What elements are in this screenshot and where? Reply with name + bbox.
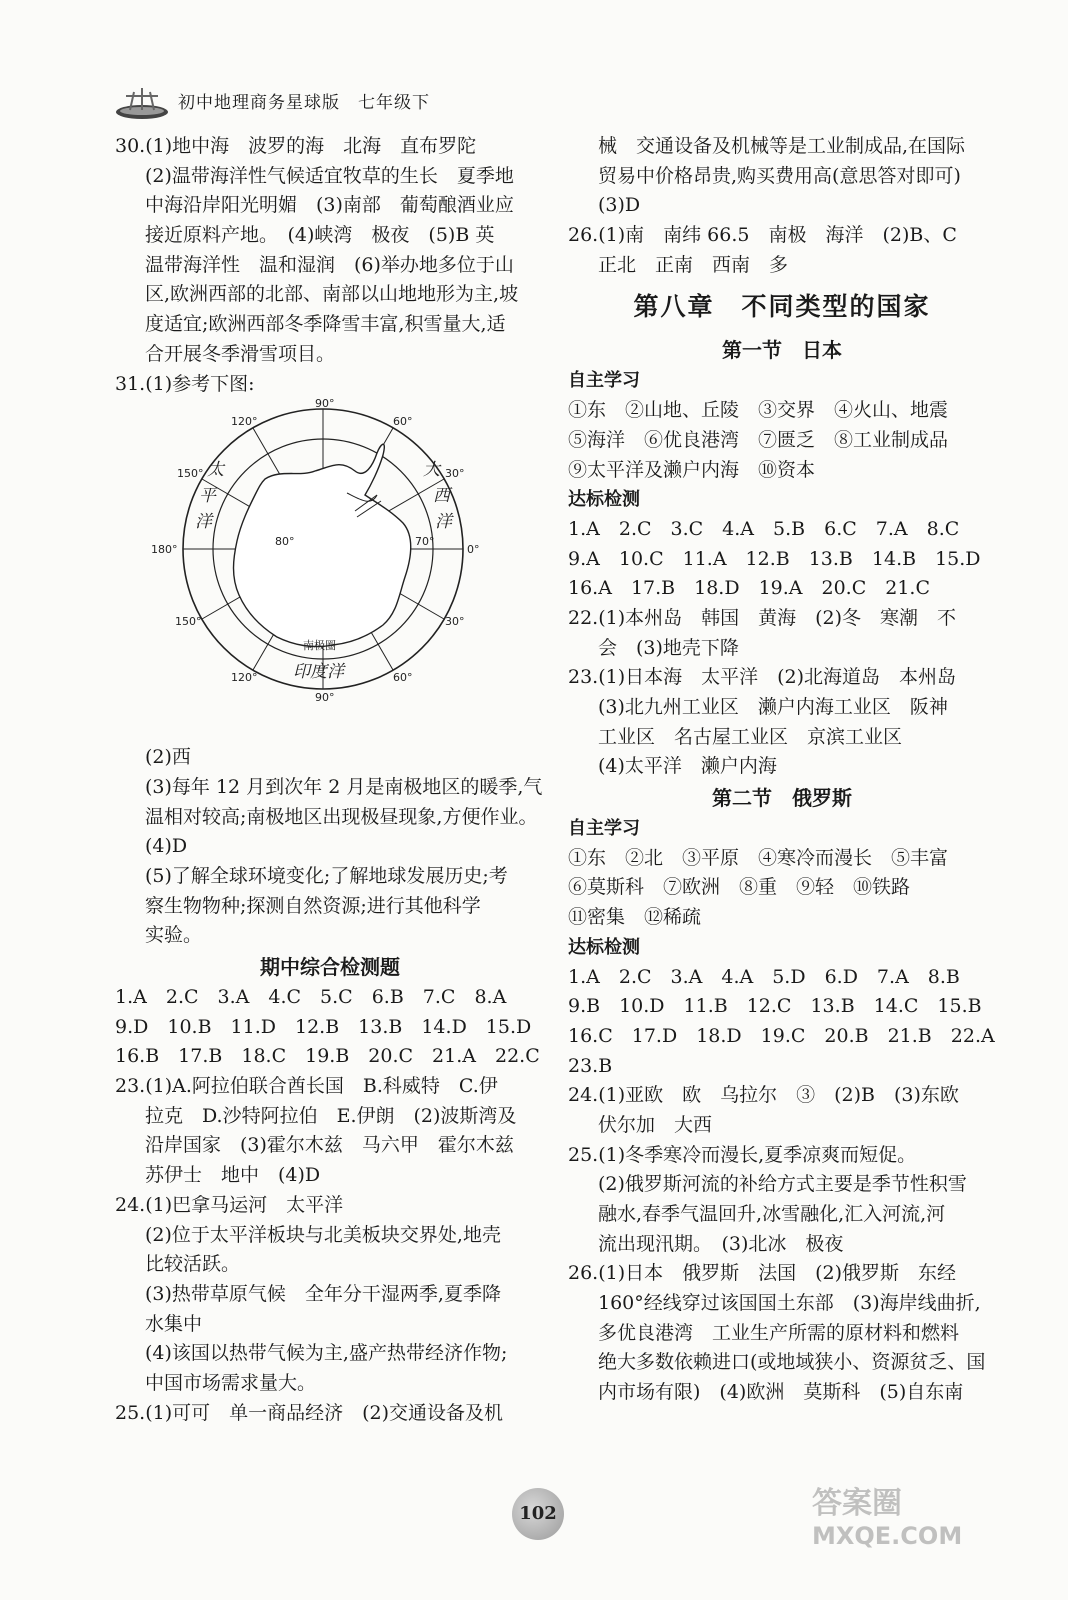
lat-label: 80° xyxy=(275,535,295,549)
answer-line: ⑥莫斯科 ⑦欧洲 ⑧重 ⑨轻 ⑩铁路 xyxy=(568,876,911,899)
lon-label: 60° xyxy=(393,415,413,429)
answer-line: (2)温带海洋性气候适宜牧草的生长 夏季地 xyxy=(145,164,514,187)
subheading-check: 达标检测 xyxy=(568,936,640,958)
answer-line: 1.A 2.C 3.A 4.C 5.C 6.B 7.C 8.A xyxy=(115,986,507,1008)
answer-line: 融水,春季气温回升,冰雪融化,汇入河流,河 xyxy=(598,1203,946,1225)
answer-line: 正北 正南 西南 多 xyxy=(598,253,789,276)
answer-line: 内市场有限) (4)欧洲 莫斯科 (5)自东南 xyxy=(598,1381,964,1404)
watermark-text: 答案圈 xyxy=(812,1486,902,1521)
subheading-self-study: 自主学习 xyxy=(568,370,640,392)
lon-label: 30° xyxy=(445,615,465,629)
lat-label: 70° xyxy=(415,535,435,549)
answer-line: 22.(1)本州岛 韩国 黄海 (2)冬 寒潮 不 xyxy=(568,606,957,629)
answer-line: 9.B 10.D 11.B 12.C 13.B 14.C 15.B xyxy=(568,995,982,1018)
answer-line: 24.(1)亚欧 欧 乌拉尔 ③ (2)B (3)东欧 xyxy=(568,1084,959,1107)
lon-label: 0° xyxy=(467,543,480,557)
lon-label: 150° xyxy=(175,615,202,629)
answer-line: 工业区 名古屋工业区 京滨工业区 xyxy=(598,725,903,748)
ocean-label-atlantic: 大 xyxy=(423,460,440,481)
section-title-japan: 第一节 日本 xyxy=(722,338,842,363)
answer-line: 23.(1)日本海 太平洋 (2)北海道岛 本州岛 xyxy=(568,666,957,689)
page-header xyxy=(112,82,532,122)
japan-self-study xyxy=(568,396,996,485)
answer-line: 会 (3)地壳下降 xyxy=(598,636,739,659)
answer-line: 流出现汛期。 (3)北冰 极夜 xyxy=(598,1232,844,1255)
ocean-label-atlantic: 洋 xyxy=(435,512,452,533)
answer-line: 24.(1)巴拿马运河 太平洋 xyxy=(115,1193,344,1216)
answer-line: ①东 ②北 ③平原 ④寒冷而漫长 ⑤丰富 xyxy=(568,846,949,869)
answer-line: (3)北九州工业区 濑户内海工业区 阪神 xyxy=(598,696,948,718)
lon-label: 120° xyxy=(231,415,258,429)
answer-line: 25.(1)冬季寒冷而漫长,夏季凉爽而短促。 xyxy=(568,1143,917,1166)
antarctica-polar-map xyxy=(115,399,545,743)
answer-line: 1.A 2.C 3.A 4.A 5.D 6.D 7.A 8.B xyxy=(568,965,960,988)
book-title: 初中地理商务星球版 七年级下 xyxy=(178,93,430,113)
answer-line: (3)热带草原气候 全年分干湿两季,夏季降 xyxy=(145,1282,501,1305)
lon-label: 150° xyxy=(177,467,204,481)
page-number-badge: 102 xyxy=(512,1488,564,1540)
answer-line: 械 交通设备及机械等是工业制成品,在国际 xyxy=(598,135,966,157)
ocean-label-atlantic: 西 xyxy=(433,486,450,507)
answer-line: 伏尔加 大西 xyxy=(598,1113,713,1136)
answer-line: 26.(1)南 南纬 66.5 南极 海洋 (2)B、C xyxy=(568,224,957,247)
answer-line: 接近原料产地。 (4)峡湾 极夜 (5)B 英 xyxy=(145,224,495,247)
answer-line: (2)西 xyxy=(145,746,191,769)
answer-line: 合开展冬季滑雪项目。 xyxy=(145,342,336,365)
russia-check xyxy=(568,963,996,1408)
ocean-label-indian: 印度洋 xyxy=(293,662,344,683)
answer-line: (3)每年 12 月到次年 2 月是南极地区的暖季,气 xyxy=(145,775,543,798)
answer-line: 25.(1)可可 单一商品经济 (2)交通设备及机 xyxy=(115,1401,504,1424)
answer-line: 温带海洋性 温和湿润 (6)举办地多位于山 xyxy=(145,253,514,276)
answer-line: ⑨太平洋及濑户内海 ⑩资本 xyxy=(568,458,816,481)
answer-line: (2)俄罗斯河流的补给方式主要是季节性积雪 xyxy=(598,1173,967,1196)
answer-line: 31.(1)参考下图: xyxy=(115,372,255,395)
answer-line: (4)D xyxy=(145,835,188,858)
watermark-url: MXQE.COM xyxy=(812,1522,963,1550)
answer-line: 160°经线穿过该国国土东部 (3)海岸线曲折, xyxy=(598,1292,981,1315)
answer-line: 9.A 10.C 11.A 12.B 13.B 14.B 15.D xyxy=(568,547,981,570)
lon-label: 90° xyxy=(315,691,335,705)
antarctica-outline xyxy=(234,444,411,646)
right-column xyxy=(568,132,996,1408)
answer-line: 比较活跃。 xyxy=(145,1253,241,1276)
answer-line: 30.(1)地中海 波罗的海 北海 直布罗陀 xyxy=(115,135,477,157)
ocean-label-pacific: 太 xyxy=(207,460,224,481)
russia-self-study xyxy=(568,844,996,933)
antarctic-circle-label: 南极圈 xyxy=(303,639,336,653)
lon-label: 180° xyxy=(151,543,178,557)
answer-line: 中国市场需求量大。 xyxy=(145,1371,317,1394)
answer-line: 察生物物种;探测自然资源;进行其他科学 xyxy=(145,894,481,917)
answer-line: 23.(1)A.阿拉伯联合酋长国 B.科威特 C.伊 xyxy=(115,1075,498,1098)
subheading-check: 达标检测 xyxy=(568,489,640,511)
answer-line: 实验。 xyxy=(145,924,203,947)
answer-line: 度适宜;欧洲西部冬季降雪丰富,积雪量大,适 xyxy=(145,313,506,336)
answer-line: 沿岸国家 (3)霍尔木兹 马六甲 霍尔木兹 xyxy=(145,1134,514,1157)
left-column xyxy=(115,132,545,1428)
midterm-title: 期中综合检测题 xyxy=(260,955,400,979)
ocean-label-pacific: 洋 xyxy=(195,512,212,533)
answer-line: (2)位于太平洋板块与北美板块交界处,地壳 xyxy=(145,1223,501,1246)
answers-31-bottom xyxy=(115,743,545,951)
answer-line: 水集中 xyxy=(145,1312,203,1335)
answer-line: 多优良港湾 工业生产所需的原材料和燃料 xyxy=(598,1321,960,1344)
answer-line: ⑪密集 ⑫稀疏 xyxy=(568,906,702,929)
answer-line: 16.B 17.B 18.C 19.B 20.C 21.A 22.C xyxy=(115,1045,540,1068)
answer-line: 16.A 17.B 18.D 19.A 20.C 21.C xyxy=(568,577,931,600)
answer-line: ⑤海洋 ⑥优良港湾 ⑦匮乏 ⑧工业制成品 xyxy=(568,428,949,451)
lon-label: 120° xyxy=(231,671,258,685)
answer-line: 1.A 2.C 3.C 4.A 5.B 6.C 7.A 8.C xyxy=(568,517,960,540)
answer-line: 温相对较高;南极地区出现极昼现象,方便作业。 xyxy=(145,805,538,828)
globe-logo-icon xyxy=(112,82,174,122)
answer-line: (4)太平洋 濑户内海 xyxy=(598,755,777,778)
answer-line: 拉克 D.沙特阿拉伯 E.伊朗 (2)波斯湾及 xyxy=(145,1104,517,1127)
chapter-title: 第八章 不同类型的国家 xyxy=(633,292,931,322)
answer-line: (4)该国以热带气候为主,盛产热带经济作物; xyxy=(145,1342,508,1365)
answer-line: 16.C 17.D 18.D 19.C 20.B 21.B 22.A xyxy=(568,1024,995,1047)
watermark-logo xyxy=(812,1478,1012,1588)
answer-line: 区,欧洲西部的北部、南部以山地地形为主,坡 xyxy=(145,283,519,306)
answer-line: 苏伊士 地中 (4)D xyxy=(145,1164,321,1187)
answer-line: ①东 ②山地、丘陵 ③交界 ④火山、地震 xyxy=(568,399,949,422)
lon-label: 30° xyxy=(445,467,465,481)
answers-25-26 xyxy=(568,132,996,280)
answers-30-31-top xyxy=(115,132,545,399)
lon-label: 60° xyxy=(393,671,413,685)
midterm-answers xyxy=(115,983,545,1428)
answer-line: 贸易中价格昂贵,购买费用高(意思答对即可) xyxy=(598,164,961,187)
answer-line: 9.D 10.B 11.D 12.B 13.B 14.D 15.D xyxy=(115,1015,532,1038)
subheading-self-study: 自主学习 xyxy=(568,818,640,840)
answer-line: 26.(1)日本 俄罗斯 法国 (2)俄罗斯 东经 xyxy=(568,1262,957,1285)
answer-line: (3)D xyxy=(598,194,641,217)
polar-map-svg xyxy=(115,399,545,743)
answer-line: 中海沿岸阳光明媚 (3)南部 葡萄酿酒业应 xyxy=(145,194,514,217)
answer-line: 23.B xyxy=(568,1054,613,1077)
lon-label: 90° xyxy=(315,399,335,411)
answer-line: (5)了解全球环境变化;了解地球发展历史;考 xyxy=(145,864,508,887)
ocean-label-pacific: 平 xyxy=(199,486,216,507)
answer-line: 绝大多数依赖进口(或地域狭小、资源贫乏、国 xyxy=(598,1351,986,1374)
section-title-russia: 第二节 俄罗斯 xyxy=(712,786,852,811)
japan-check xyxy=(568,515,996,782)
